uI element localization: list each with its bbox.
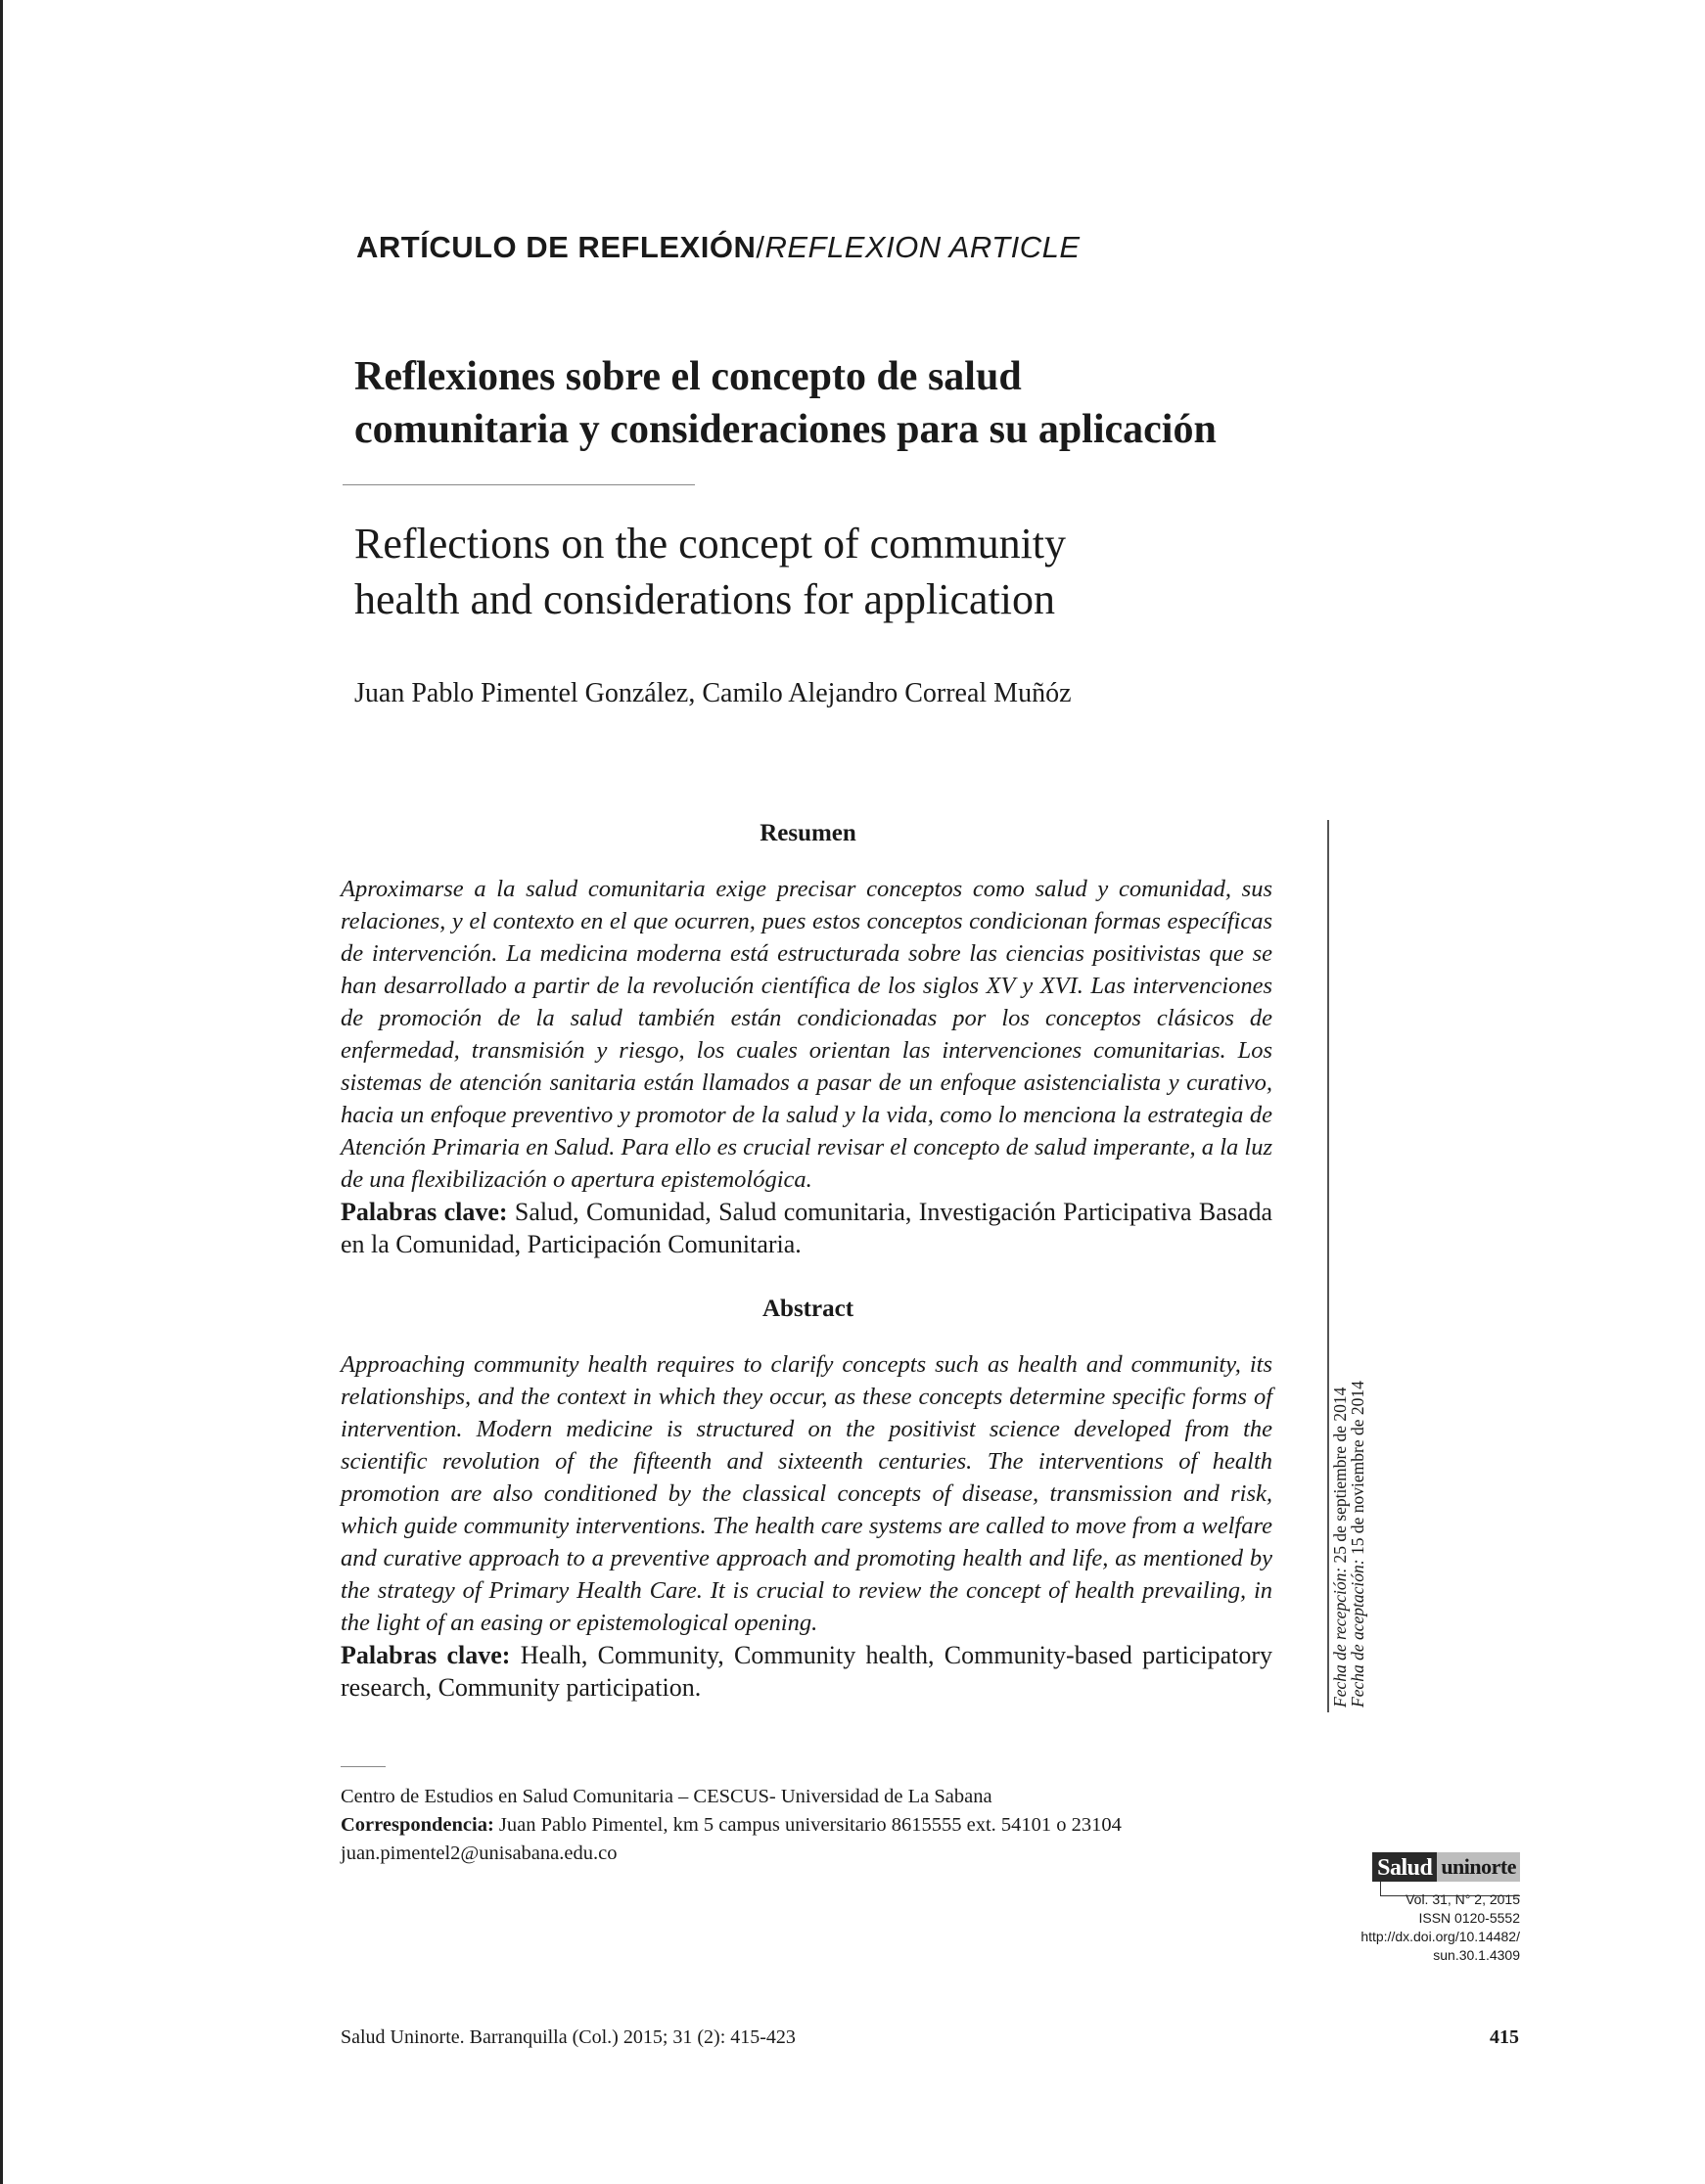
author-list: Juan Pablo Pimentel González, Camilo Alejandro Correal Muñóz [354, 678, 1072, 708]
abstract-text: Approaching community health requires to clarify concepts such as health and community, its relationships, and the context in which they occur, as these concepts determine specific forms of intervention. Modern medicine is structured on the positivist science developed from the scientific revolution of the fifteenth and sixteenth centuries. The interventions of health promotion are also conditioned by the classical concepts of disease, transmission and risk, which guide community interventions. The health care systems are called to move from a welfare and curative approach to a preventive approach and promoting health and life, as mentioned by the strategy of Primary Health Care. It is crucial to review the concept of health prevailing, in the light of an easing or epistemological opening. [341, 1351, 1272, 1636]
title-english-line-2: health and considerations for application [354, 575, 1055, 623]
abstract-section [341, 1348, 1272, 1704]
institution-suffix: - Universidad de La Sabana [768, 1786, 992, 1807]
received-date-label: Fecha de recepción: [1330, 1567, 1350, 1707]
title-english [354, 516, 1333, 627]
abstract-keywords-label: Palabras clave: [341, 1641, 511, 1669]
resumen-keywords [341, 1196, 1272, 1260]
resumen-keywords-label: Palabras clave: [341, 1198, 508, 1226]
page-left-edge [0, 0, 3, 2184]
abstract-keywords [341, 1639, 1272, 1704]
affiliation-footnote [341, 1783, 1305, 1868]
footnote-divider [341, 1766, 386, 1767]
correspondence-label: Correspondencia: [341, 1814, 494, 1836]
page-number: 415 [1490, 2026, 1519, 2048]
resumen-text: Aproximarse a la salud comunitaria exige precisar conceptos como salud y comunidad, sus relaciones, y el contexto en el que ocurren, pues estos conceptos condicionan formas específicas de intervención. La medicina moderna está estructurada sobre las ciencias positivistas que se han desarrollado a partir de la revolución científica de los siglos XV y XVI. Las intervenciones de promoción de la salud también están condicionadas por los conceptos clásicos de enfermedad, transmisión y riesgo, los cuales orientan las intervenciones comunitarias. Los sistemas de atención sanitaria están llamados a pasar de un enfoque asistencialista y curativo, hacia un enfoque preventivo y promotor de la salud y la vida, como lo menciona la estrategia de Atención Primaria en Salud. Para ello es crucial revisar el concepto de salud imperante, a la luz de una flexibilización o apertura epistemológica. [341, 876, 1272, 1193]
article-type-spanish: ARTÍCULO DE REFLEXIÓN [356, 230, 757, 264]
title-spanish-line-2: comunitaria y consideraciones para su aplicación [354, 407, 1217, 452]
resumen-heading: Resumen [760, 820, 856, 846]
journal-doi-line-1[interactable]: http://dx.doi.org/10.14482/ [1360, 1929, 1520, 1944]
submission-dates [1328, 1345, 1367, 1707]
correspondence-text: Juan Pablo Pimentel, km 5 campus universitario 8615555 ext. 54101 o 23104 juan.pimentel2@unisabana.edu.co [341, 1814, 1122, 1864]
article-type-separator: / [756, 230, 765, 264]
title-divider [343, 484, 695, 485]
abstract-heading: Abstract [761, 1296, 854, 1322]
title-spanish-line-1: Reflexiones sobre el concepto de salud [354, 354, 1022, 399]
citation-footer: Salud Uninorte. Barranquilla (Col.) 2015; 31 (2): 415-423 [341, 2026, 796, 2048]
article-type-label [356, 230, 1081, 265]
title-spanish [354, 350, 1333, 456]
journal-volume: Vol. 31, N° 2, 2015 [1405, 1891, 1520, 1907]
accepted-date [1348, 1381, 1368, 1707]
resumen-section [341, 873, 1272, 1260]
abstract-keywords-list: Healh, Community, Community health, Community-based participatory research, Community participation. [341, 1641, 1273, 1702]
journal-logo-salud: Salud [1372, 1852, 1437, 1882]
accepted-date-value: 15 de noviembre de 2014 [1348, 1381, 1367, 1556]
journal-logo-uninorte: uninorte [1437, 1852, 1520, 1882]
article-type-english: REFLEXION ARTICLE [764, 230, 1081, 264]
resumen-keywords-list: Salud, Comunidad, Salud comunitaria, Investigación Participativa Basada en la Comunidad, Participación Comunitaria. [341, 1198, 1273, 1258]
journal-metadata [1360, 1890, 1520, 1965]
accepted-date-label: Fecha de aceptación: [1348, 1559, 1367, 1707]
title-english-line-1: Reflections on the concept of community [354, 520, 1067, 568]
institution-prefix: Centro de Estudios en Salud Comunitaria – [341, 1786, 694, 1807]
journal-doi-line-2[interactable]: sun.30.1.4309 [1433, 1947, 1520, 1963]
journal-logo [1372, 1852, 1520, 1882]
institution-line [341, 1783, 1305, 1811]
institution-acronym: CESCUS [693, 1786, 769, 1807]
received-date-value: 25 de septiembre de 2014 [1330, 1387, 1350, 1564]
journal-issn: ISSN 0120-5552 [1418, 1910, 1520, 1926]
